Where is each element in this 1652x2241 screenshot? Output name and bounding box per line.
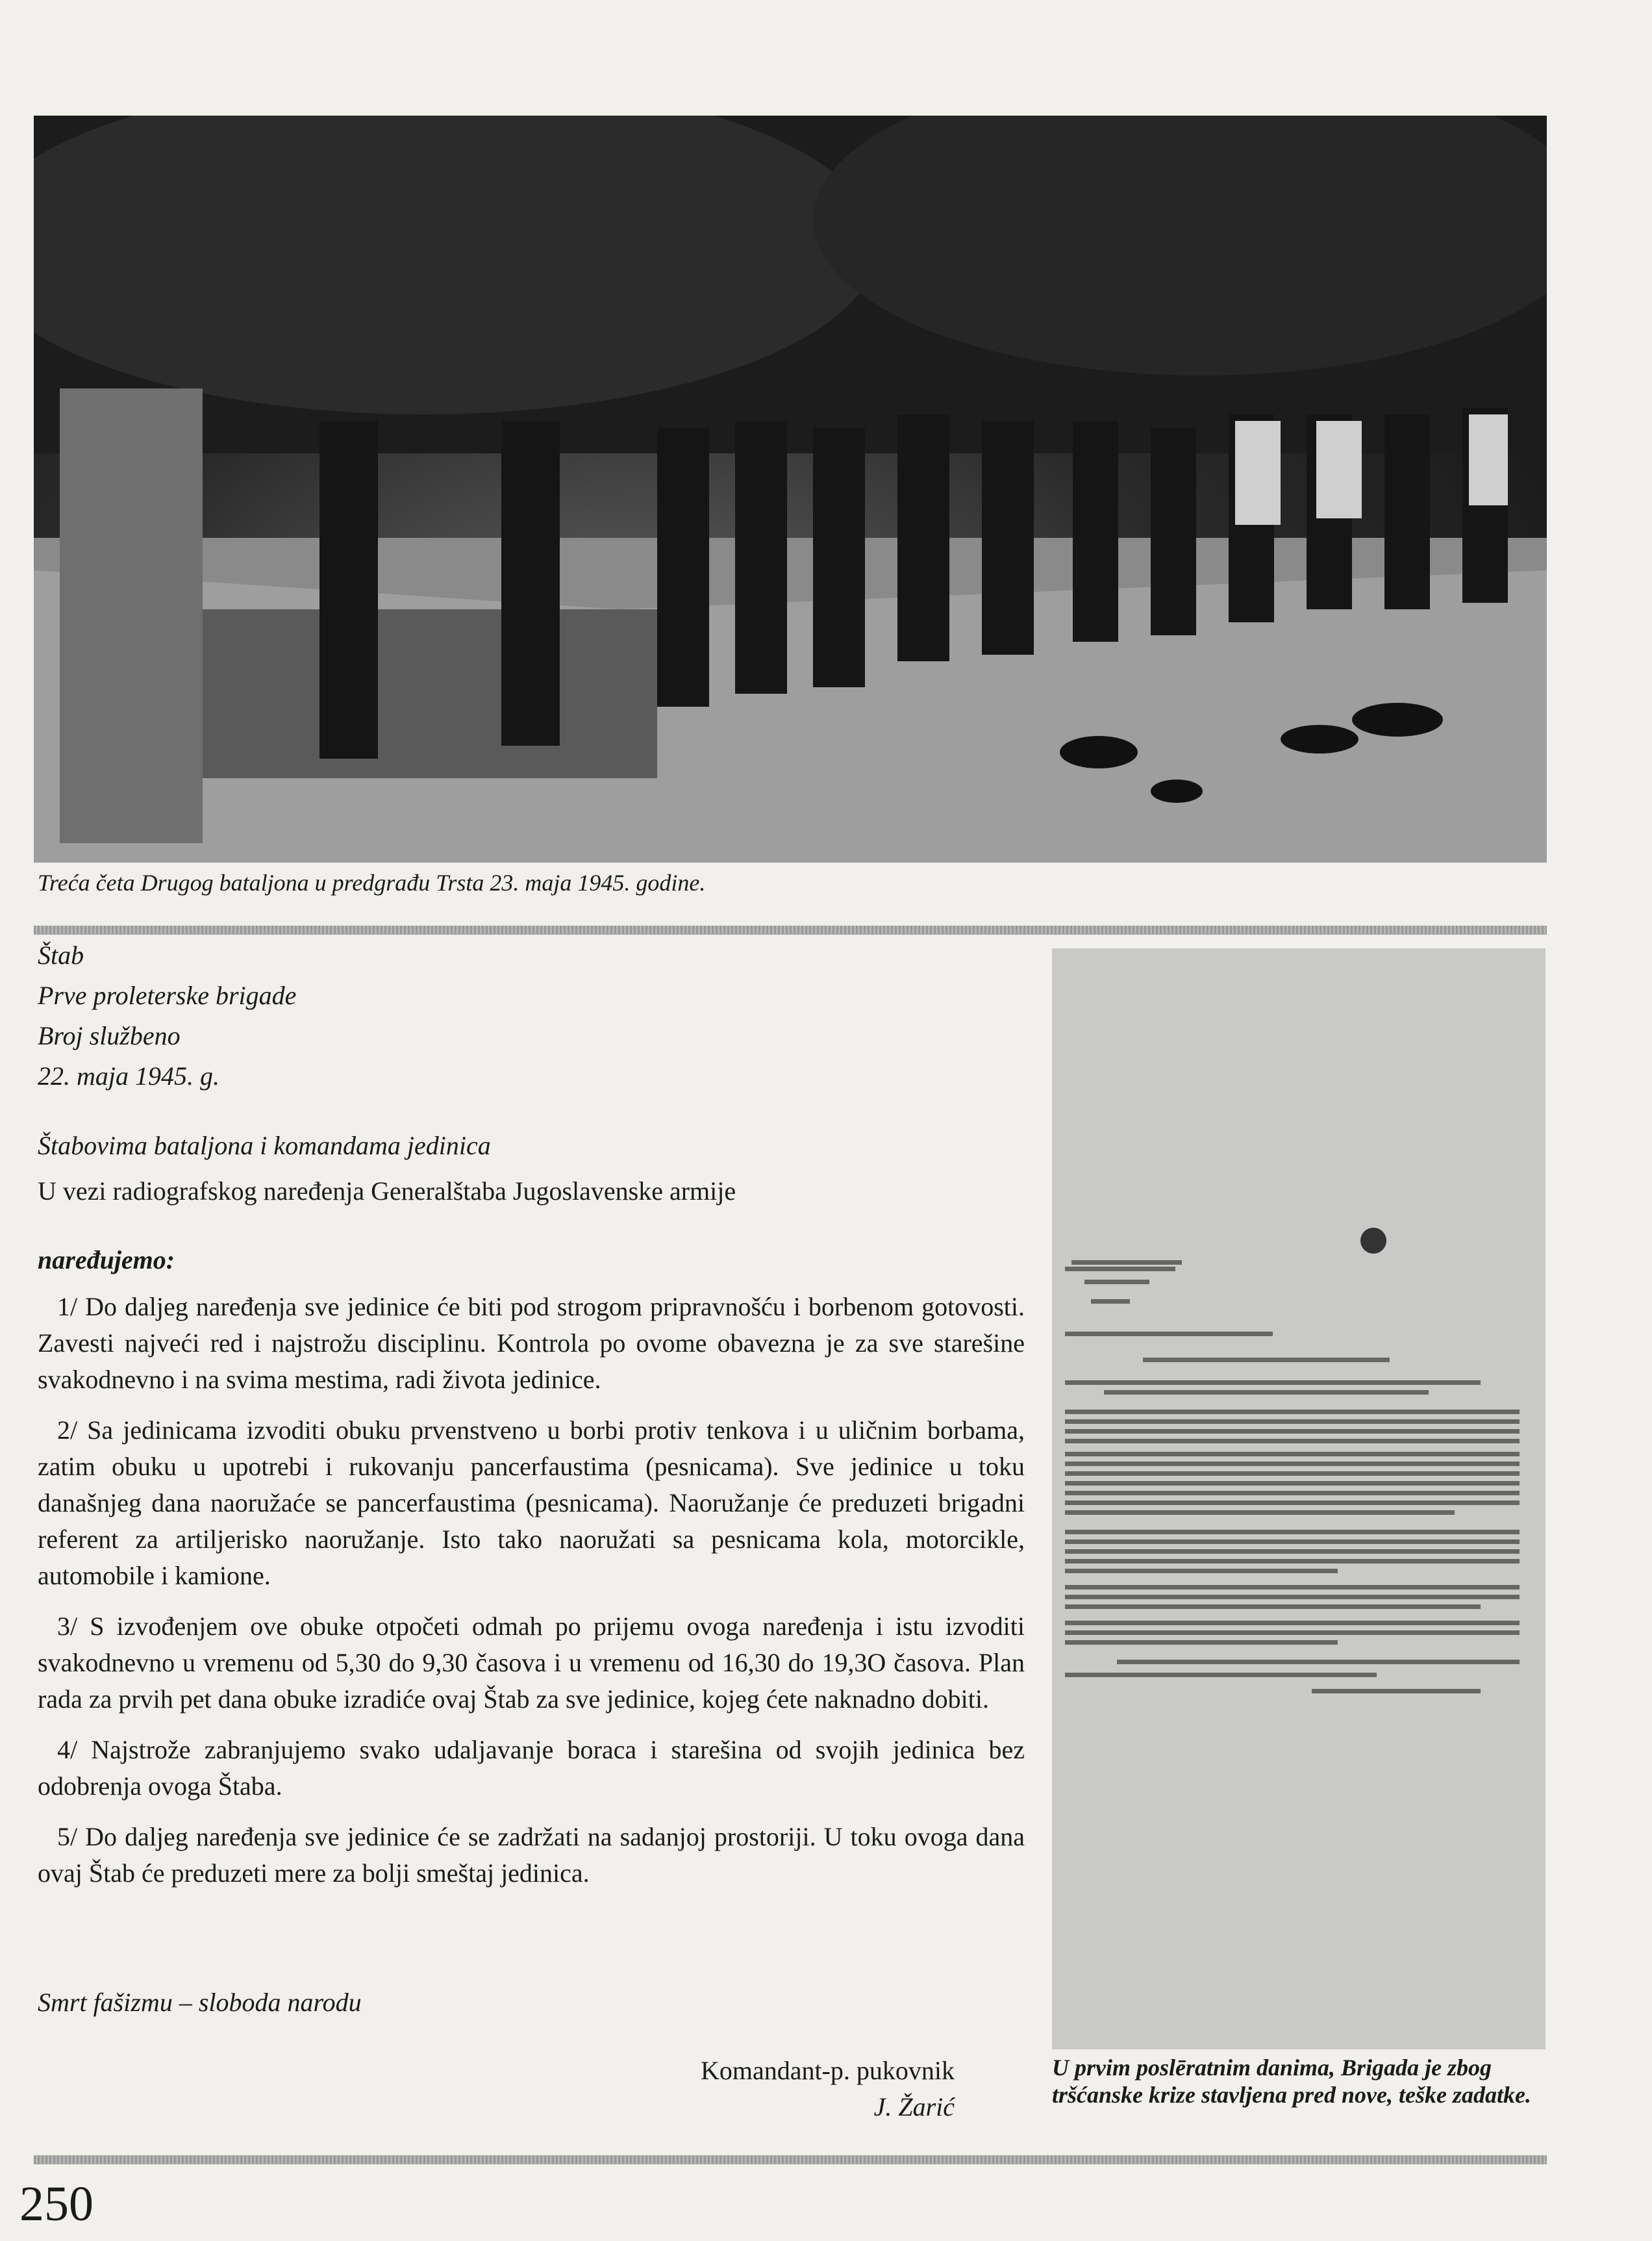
facsimile-line — [1065, 1481, 1520, 1486]
photo-scene — [34, 116, 1547, 863]
facsimile-line — [1065, 1630, 1520, 1635]
facsimile-line — [1104, 1390, 1429, 1395]
signature-block — [610, 2053, 955, 2125]
facsimile-line — [1065, 1559, 1520, 1564]
facsimile-line — [1065, 1419, 1520, 1424]
facsimile-line — [1065, 1439, 1520, 1443]
facsimile-line — [1071, 1260, 1182, 1265]
letterhead-date: 22. maja 1945. g. — [38, 1061, 219, 1091]
order-paragraph: 1/ Do daljeg naređenja sve jedinice će biti pod strogom pripravnošću i borbenom gotovosti. Zavesti najveći red i najstrožu disciplinu. Kontrola po ovome obavezna je za sve starešine svakodnevno i na svima mestima, radi života jedinice. — [38, 1292, 1025, 1394]
addressee: Štabovima bataljona i komandama jedinica — [38, 1131, 491, 1160]
letterhead — [38, 935, 296, 1096]
order-paragraphs — [38, 1289, 1025, 1906]
facsimile-line — [1065, 1595, 1520, 1599]
signature-name: J. Žarić — [873, 2092, 955, 2121]
letterhead-line: Broj službeno — [38, 1021, 181, 1050]
divider-bottom — [34, 2155, 1547, 2164]
facsimile-line — [1065, 1500, 1520, 1505]
facsimile-line — [1065, 1621, 1520, 1625]
facsimile-line — [1065, 1471, 1520, 1476]
signature-title: Komandant-p. pukovnik — [700, 2056, 955, 2085]
order-paragraph: 3/ S izvođenjem ove obuke otpočeti odmah po prijemu ovoga naređenja i istu izvoditi svakodnevno u vremenu od 5,30 do 9,30 časova i u vremenu od 16,30 do 19,3O časova. Plan rada za prvih pet dana obuke izradiće ovaj Štab za sve jedinice, kojeg ćete naknadno dobiti. — [38, 1612, 1025, 1714]
facsimile-line — [1065, 1462, 1520, 1466]
slogan: Smrt fašizmu – sloboda narodu — [38, 1988, 362, 2017]
facsimile-line — [1065, 1429, 1520, 1434]
order-paragraph: 5/ Do daljeg naređenja sve jedinice će se zadržati na sadanjoj prostoriji. U toku ovoga dana ovaj Štab će preduzeti mere za bolji smeštaj jedinica. — [38, 1822, 1025, 1888]
letterhead-line: Prve proleterske brigade — [38, 981, 297, 1010]
facsimile-line — [1065, 1510, 1455, 1515]
facsimile-line — [1091, 1299, 1130, 1304]
facsimile-caption: U prvim poslēratnim danima, Brigada je zbog tršćanske krize stavljena pred nove, teške zadatke. — [1052, 2055, 1531, 2108]
facsimile-line — [1143, 1358, 1390, 1362]
facsimile-line — [1312, 1689, 1481, 1693]
order-paragraph: 2/ Sa jedinicama izvoditi obuku prvenstveno u borbi protiv tenkova i u uličnim borbama, zatim obuku u upotrebi i rukovanju pancerfaustima (pesnicama). Sve jedinice u toku današnjeg dana naoružaće se pancerfaustima (pesnicama). Naoružanje će preduzeti brigadni referent za artiljerisko naoružanje. Isto tako naoružati sa pesnicama kola, motorcikle, automobile i kamione. — [38, 1415, 1025, 1590]
photograph — [34, 116, 1547, 863]
facsimile-line — [1065, 1549, 1520, 1554]
order-paragraph: 4/ Najstrože zabranjujemo svako udaljavanje boraca i starešina od svojih jedinica bez odobrenja ovoga Štaba. — [38, 1735, 1025, 1801]
facsimile-line — [1065, 1332, 1273, 1336]
facsimile-line — [1065, 1640, 1338, 1645]
facsimile-line — [1065, 1530, 1520, 1534]
facsimile-line — [1065, 1673, 1377, 1677]
facsimile-line — [1065, 1452, 1520, 1456]
facsimile-line — [1065, 1539, 1520, 1544]
divider-top — [34, 926, 1547, 935]
photo-caption: Treća četa Drugog bataljona u predgrađu Trsta 23. maja 1945. godine. — [38, 870, 706, 896]
facsimile-text-lines — [1065, 1221, 1533, 1910]
facsimile-line — [1065, 1380, 1481, 1385]
facsimile-line — [1065, 1604, 1481, 1609]
subject-line: U vezi radiografskog naređenja Generalštaba Jugoslavenske armije — [38, 1176, 736, 1206]
facsimile-line — [1065, 1267, 1175, 1271]
facsimile-line — [1065, 1491, 1520, 1495]
letterhead-line: Štab — [38, 941, 84, 970]
facsimile-line — [1065, 1569, 1338, 1573]
facsimile-line — [1065, 1410, 1520, 1414]
order-heading: naređujemo: — [38, 1245, 175, 1274]
facsimile-line — [1065, 1585, 1520, 1589]
page-number: 250 — [19, 2177, 94, 2231]
facsimile-line — [1117, 1660, 1520, 1664]
facsimile-line — [1084, 1280, 1149, 1284]
